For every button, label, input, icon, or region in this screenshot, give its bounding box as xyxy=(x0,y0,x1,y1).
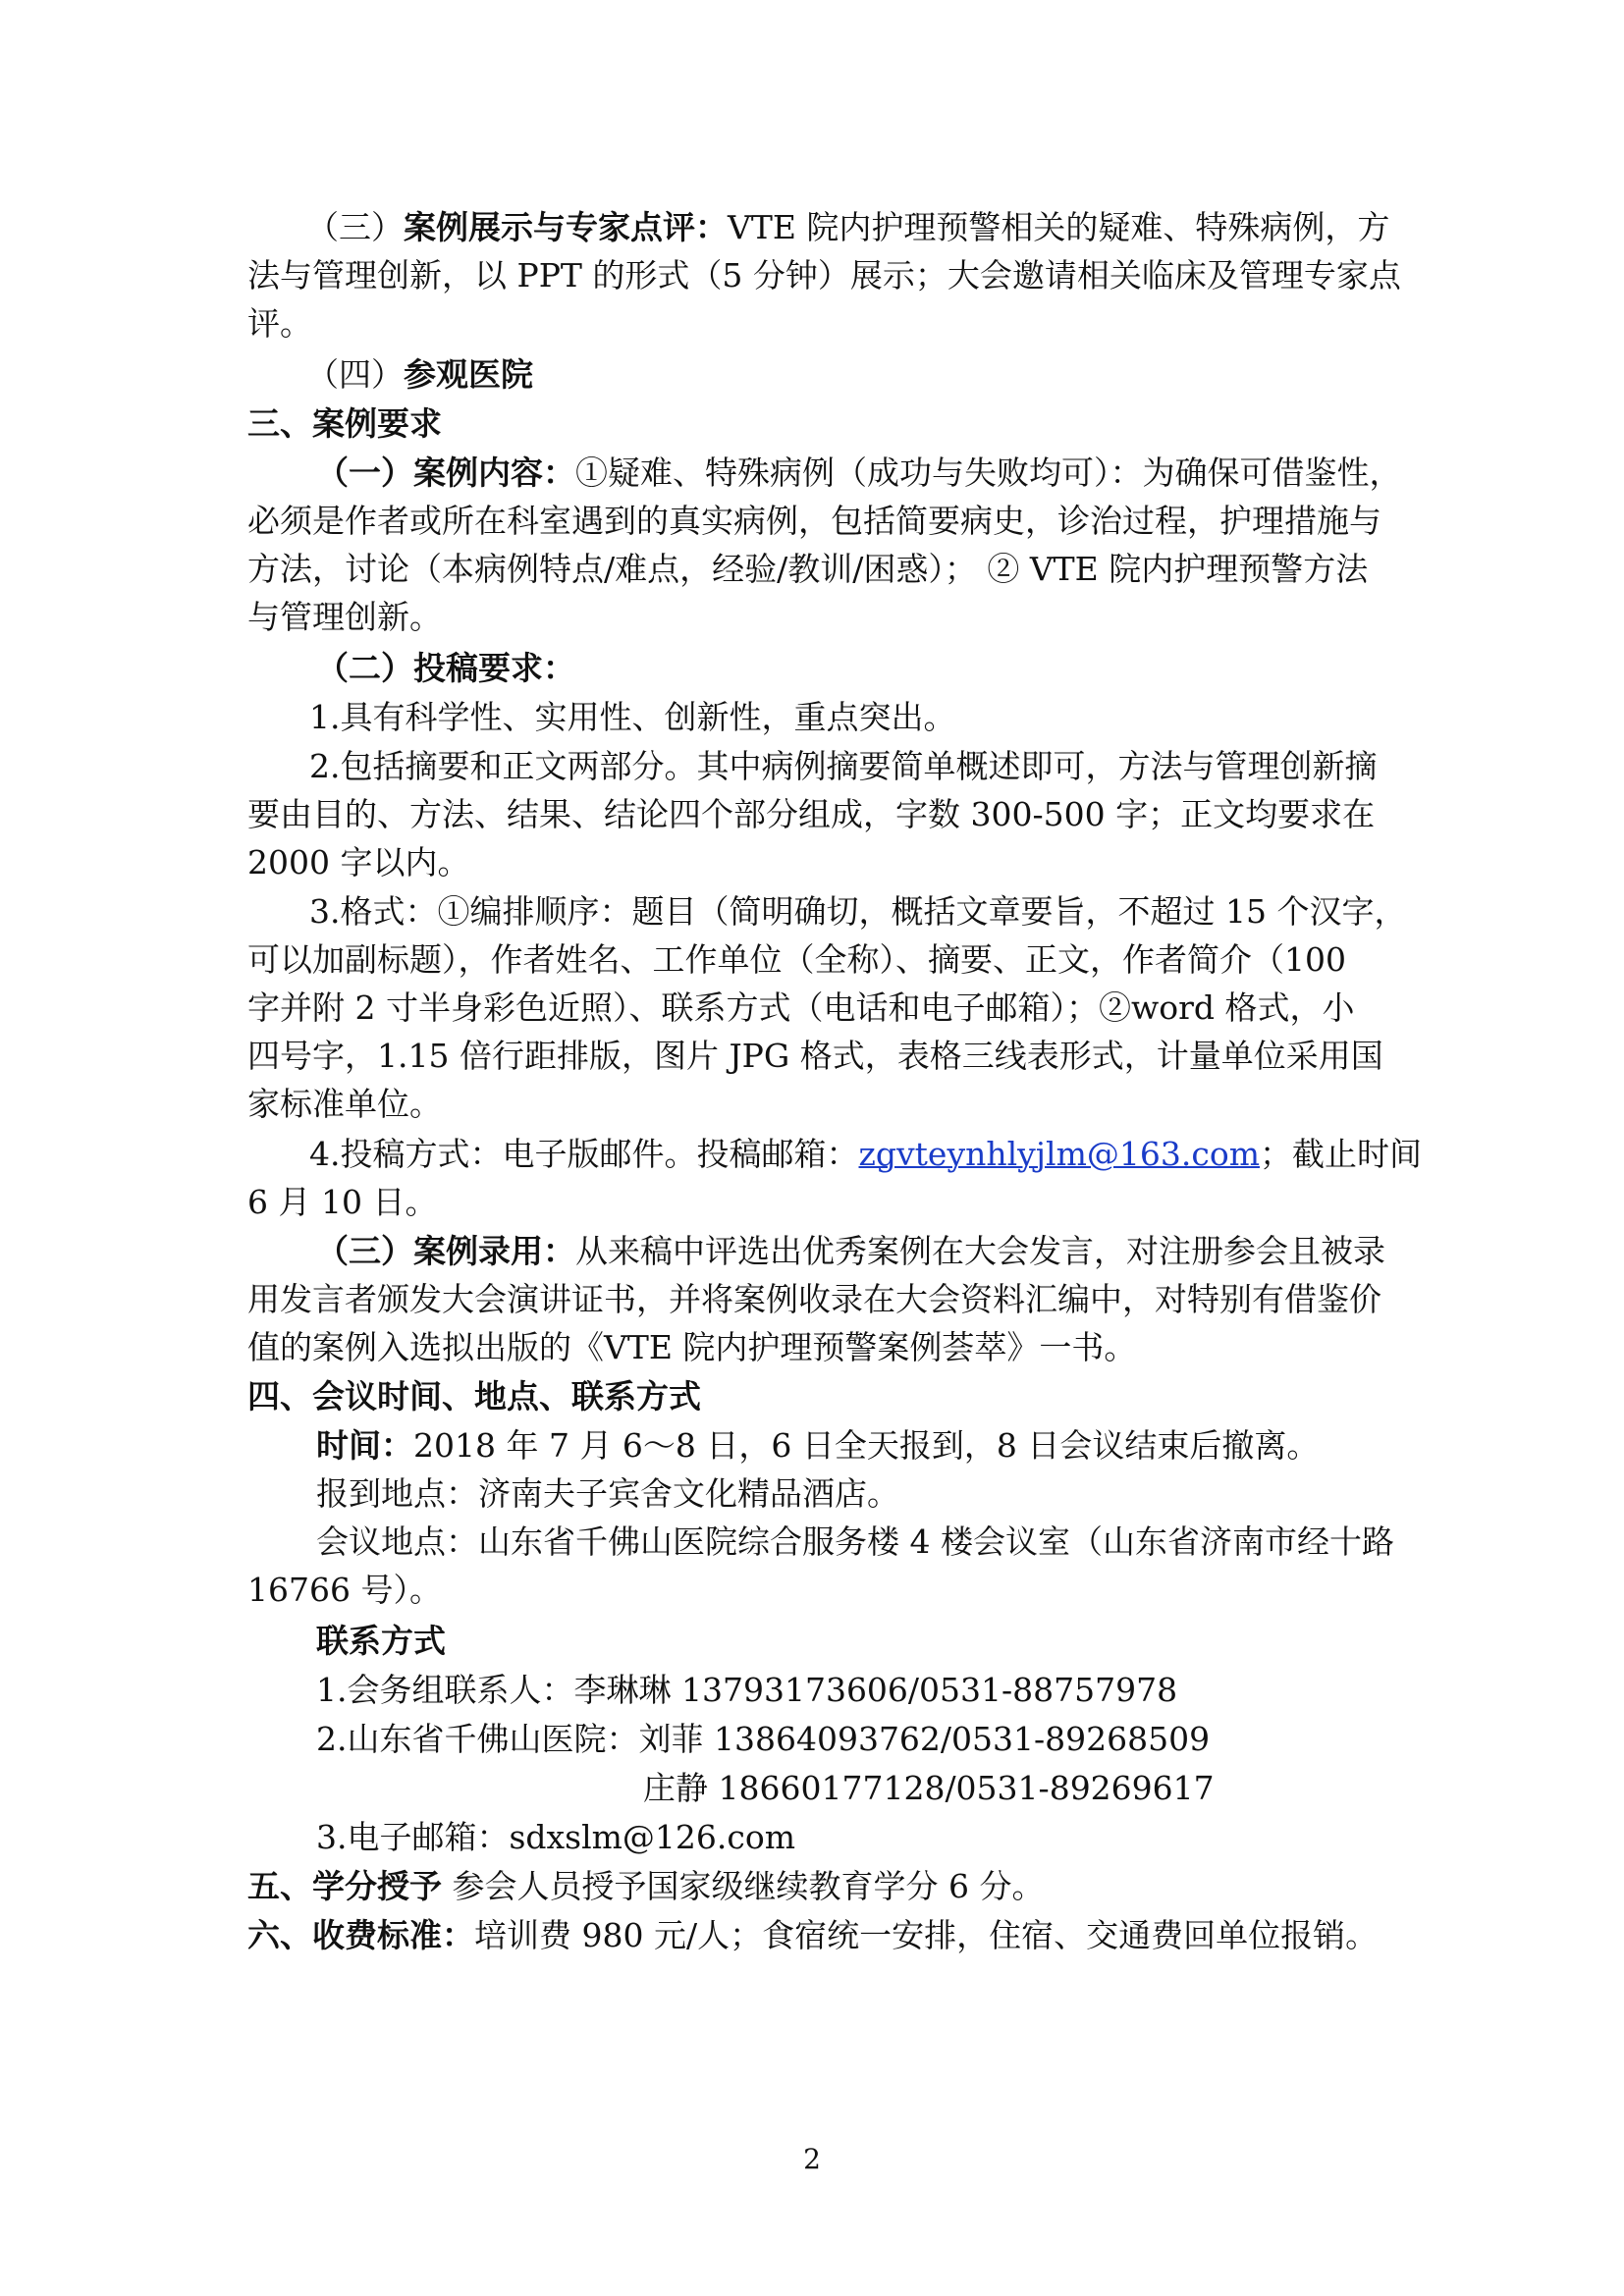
paragraph-case-display-line1: （三）案例展示与专家点评：VTE 院内护理预警相关的疑难、特殊病例，方 xyxy=(306,208,1390,246)
paragraph-case-acceptance-line1: （三）案例录用：从来稿中评选出优秀案例在大会发言，对注册参会且被录 xyxy=(316,1232,1385,1270)
meeting-time: 时间：2018 年 7 月 6～8 日，6 日全天报到，8 日会议结束后撤离。 xyxy=(316,1426,1320,1465)
page-number: 2 xyxy=(803,2143,821,2175)
paragraph-hospital-visit xyxy=(306,355,533,395)
requirement-3-line3: 字并附 2 寸半身彩色近照）、联系方式（电话和电子邮箱）；②word 格式，小 xyxy=(247,988,1355,1027)
paragraph-case-content-line3: 方法，讨论（本病例特点/难点，经验/教训/困惑）； ② VTE 院内护理预警方法 xyxy=(247,550,1369,588)
item-title: 案例展示与专家点评： xyxy=(404,208,728,246)
contact-email: 3.电子邮箱：sdxslm@126.com xyxy=(316,1818,796,1856)
item-label: （四） xyxy=(306,355,404,394)
paragraph-case-display-line2: 法与管理创新，以 PPT 的形式（5 分钟）展示；大会邀请相关临床及管理专家点 xyxy=(247,256,1401,294)
requirement-3-line5: 家标准单位。 xyxy=(247,1085,442,1123)
venue-line1: 会议地点：山东省千佛山医院综合服务楼 4 楼会议室（山东省济南市经十路 xyxy=(316,1522,1394,1561)
requirement-3-line1: 3.格式：①编排顺序：题目（简明确切，概括文章要旨，不超过 15 个汉字， xyxy=(309,892,1407,931)
check-in-location: 报到地点：济南夫子宾舍文化精品酒店。 xyxy=(316,1474,899,1513)
subheading-submission-requirements: （二）投稿要求： xyxy=(316,649,575,687)
requirement-2-line1: 2.包括摘要和正文两部分。其中病例摘要简单概述即可，方法与管理创新摘 xyxy=(309,747,1378,785)
paragraph-case-content-line2: 必须是作者或所在科室遇到的真实病例，包括简要病史，诊治过程，护理措施与 xyxy=(247,502,1381,540)
section-heading-meeting-info: 四、会议时间、地点、联系方式 xyxy=(247,1377,701,1415)
requirement-3-line2: 可以加副标题），作者姓名、工作单位（全称）、摘要、正文，作者简介（100 xyxy=(247,940,1346,979)
contact-organizer: 1.会务组联系人：李琳琳 13793173606/0531-88757978 xyxy=(316,1671,1178,1709)
requirement-2-line2: 要由目的、方法、结果、结论四个部分组成，字数 300-500 字；正文均要求在 xyxy=(247,795,1376,833)
time-label: 时间： xyxy=(316,1426,413,1465)
contact-hospital-second: 庄静 18660177128/0531-89269617 xyxy=(643,1769,1215,1807)
requirement-1: 1.具有科学性、实用性、创新性，重点突出。 xyxy=(309,698,956,736)
section-heading-fees: 六、收费标准： xyxy=(247,1916,474,1954)
paragraph-case-display-line3: 评。 xyxy=(247,304,312,343)
item-title: 参观医院 xyxy=(404,355,533,394)
section-credits: 五、学分授予 参会人员授予国家级继续教育学分 6 分。 xyxy=(247,1867,1045,1905)
paragraph-case-content-line1: （一）案例内容：①疑难、特殊病例（成功与失败均可）：为确保可借鉴性， xyxy=(316,454,1402,492)
venue-line2: 16766 号）。 xyxy=(247,1571,442,1609)
requirement-4-line1: 4.投稿方式：电子版邮件。投稿邮箱：zgvteynhlyjlm@163.com；截止时间 xyxy=(309,1135,1422,1173)
item-title: （一）案例内容： xyxy=(316,454,575,492)
section-fees: 六、收费标准：培训费 980 元/人；食宿统一安排，住宿、交通费回单位报销。 xyxy=(247,1916,1379,1954)
contact-hospital: 2.山东省千佛山医院：刘菲 13864093762/0531-89268509 xyxy=(316,1720,1211,1758)
requirement-3-line4: 四号字，1.15 倍行距排版，图片 JPG 格式，表格三线表形式，计量单位采用国 xyxy=(247,1037,1383,1075)
paragraph-case-content-line4: 与管理创新。 xyxy=(247,598,442,636)
section-heading-credits: 五、学分授予 xyxy=(247,1867,442,1905)
paragraph-case-acceptance-line2: 用发言者颁发大会演讲证书，并将案例收录在大会资料汇编中，对特别有借鉴价 xyxy=(247,1280,1381,1318)
item-title: （三）案例录用： xyxy=(316,1232,575,1270)
paragraph-case-acceptance-line3: 值的案例入选拟出版的《VTE 院内护理预警案例荟萃》一书。 xyxy=(247,1328,1137,1366)
requirement-4-line2: 6 月 10 日。 xyxy=(247,1183,438,1221)
item-label: （三） xyxy=(306,208,404,246)
requirement-2-line3: 2000 字以内。 xyxy=(247,843,470,881)
contact-heading: 联系方式 xyxy=(316,1622,446,1660)
submission-email-link[interactable]: zgvteynhlyjlm@163.com xyxy=(858,1135,1260,1173)
section-heading-case-requirements: 三、案例要求 xyxy=(247,404,442,443)
